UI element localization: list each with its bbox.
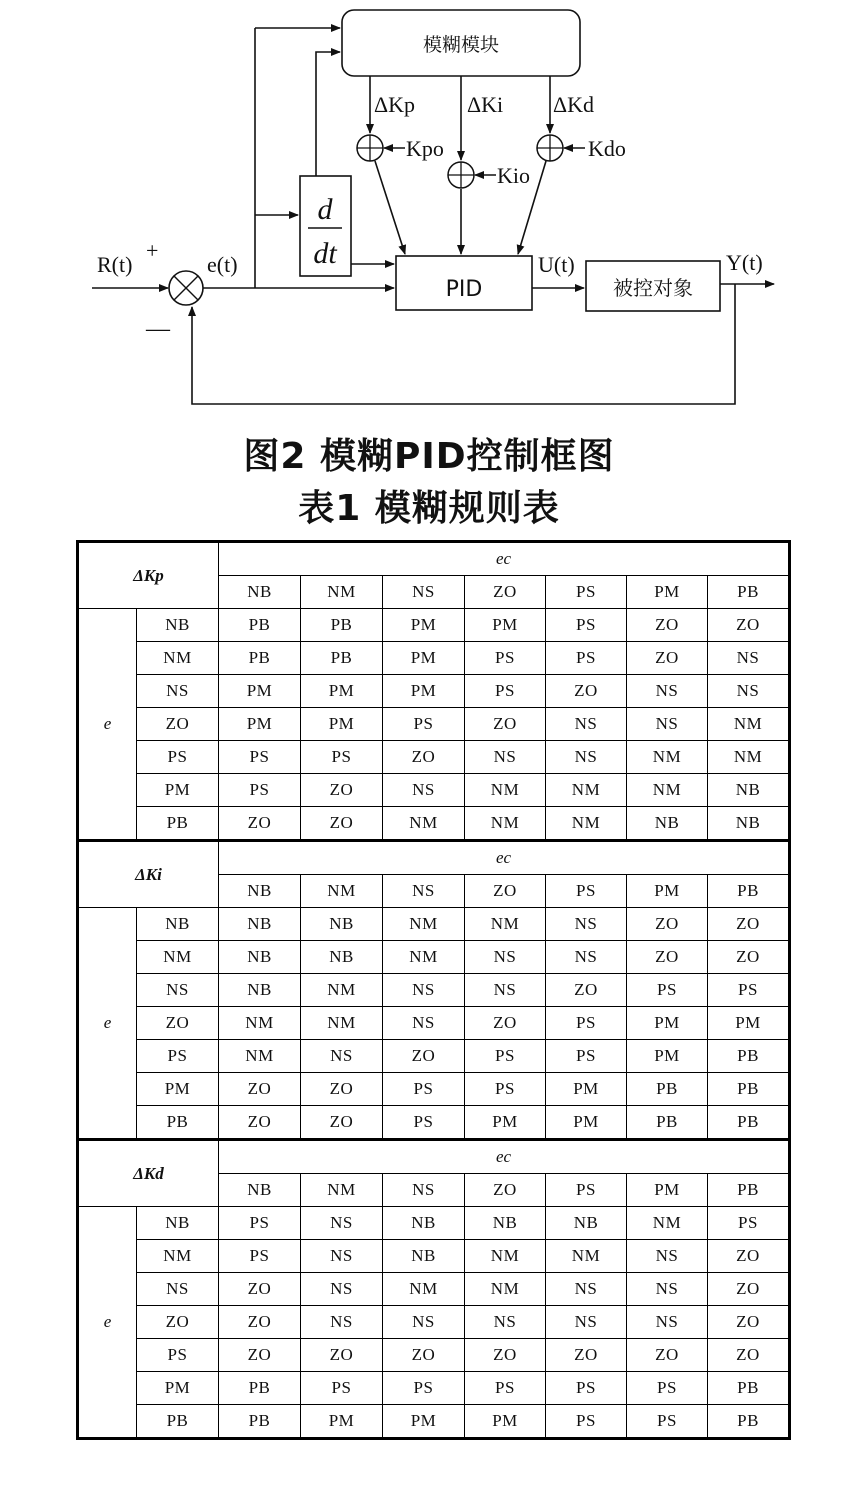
rule-cell: NS: [465, 974, 546, 1007]
ki-sum-junction: [448, 162, 474, 188]
column-header: NS: [383, 875, 465, 908]
column-header: PS: [546, 576, 627, 609]
rule-cell: ZO: [708, 1273, 790, 1306]
table-row: [78, 1073, 790, 1106]
fuzzy-pid-block-diagram: [0, 0, 858, 420]
column-header: PS: [546, 1174, 627, 1207]
rule-cell: NM: [627, 741, 708, 774]
rule-cell: ZO: [301, 807, 383, 841]
delta-ki-label: ΔKi: [467, 92, 504, 117]
table-row: [78, 1040, 790, 1073]
rule-cell: NS: [465, 941, 546, 974]
kpo-label: Kpo: [406, 136, 444, 161]
ec-axis-label: ec: [219, 542, 790, 576]
rule-cell: ZO: [465, 708, 546, 741]
rule-cell: ZO: [219, 1306, 301, 1339]
rule-cell: NS: [546, 708, 627, 741]
rule-cell: PS: [627, 974, 708, 1007]
rule-cell: NM: [301, 1007, 383, 1040]
rule-cell: PM: [383, 609, 465, 642]
rule-cell: PS: [383, 708, 465, 741]
rule-cell: ZO: [219, 807, 301, 841]
rule-cell: ZO: [708, 1339, 790, 1372]
row-header: PM: [137, 774, 219, 807]
rule-cell: ZO: [383, 1339, 465, 1372]
rule-cell: NS: [383, 974, 465, 1007]
row-header: PM: [137, 1073, 219, 1106]
rule-cell: PS: [383, 1073, 465, 1106]
table-row: [78, 908, 790, 941]
pid-label: PID: [445, 277, 483, 302]
parameter-label: ΔKi: [78, 841, 219, 908]
row-header: PB: [137, 1405, 219, 1439]
rule-cell: NS: [627, 708, 708, 741]
row-header: PB: [137, 807, 219, 841]
column-header: PB: [708, 1174, 790, 1207]
rule-cell: ZO: [708, 941, 790, 974]
column-header: NM: [301, 1174, 383, 1207]
rule-cell: NM: [383, 1273, 465, 1306]
column-header: PB: [708, 875, 790, 908]
rule-cell: NB: [465, 1207, 546, 1240]
rule-cell: ZO: [383, 741, 465, 774]
rule-cell: PM: [546, 1073, 627, 1106]
fuzzy-rules-table: [76, 540, 791, 1440]
rule-cell: PB: [301, 609, 383, 642]
rule-cell: PS: [383, 1372, 465, 1405]
rule-cell: PS: [546, 1007, 627, 1040]
rule-cell: ZO: [627, 908, 708, 941]
rule-cell: NS: [301, 1306, 383, 1339]
rule-cell: ZO: [219, 1339, 301, 1372]
rule-cell: PM: [301, 675, 383, 708]
rule-cell: NS: [627, 675, 708, 708]
kp-sum-junction: [357, 135, 383, 161]
delta-kd-label: ΔKd: [553, 92, 595, 117]
rule-cell: NS: [546, 908, 627, 941]
rule-cell: NS: [546, 1306, 627, 1339]
table-row: [78, 1306, 790, 1339]
figure-caption: 图2 模糊PID控制框图: [243, 436, 615, 477]
rule-cell: PB: [627, 1073, 708, 1106]
rule-cell: PM: [219, 675, 301, 708]
rule-cell: PB: [301, 642, 383, 675]
kdo-label: Kdo: [588, 136, 626, 161]
table-row: [78, 774, 790, 807]
rule-cell: PB: [708, 1372, 790, 1405]
rule-cell: PM: [546, 1106, 627, 1140]
rule-cell: NB: [383, 1207, 465, 1240]
rule-cell: PS: [301, 741, 383, 774]
output-label: Y(t): [726, 250, 763, 275]
rule-cell: NB: [219, 974, 301, 1007]
column-header: ZO: [465, 1174, 546, 1207]
column-header: NS: [383, 1174, 465, 1207]
ec-axis-label: ec: [219, 841, 790, 875]
column-header: ZO: [465, 576, 546, 609]
rule-cell: PS: [301, 1372, 383, 1405]
e-axis-label: e: [78, 908, 137, 1140]
row-header: NM: [137, 642, 219, 675]
rule-cell: ZO: [219, 1073, 301, 1106]
rule-cell: PB: [219, 609, 301, 642]
row-header: PS: [137, 1040, 219, 1073]
rule-cell: NM: [219, 1007, 301, 1040]
row-header: NM: [137, 1240, 219, 1273]
rule-cell: PM: [708, 1007, 790, 1040]
column-header: PS: [546, 875, 627, 908]
rule-cell: PS: [627, 1372, 708, 1405]
rule-cell: PS: [219, 774, 301, 807]
column-header: NM: [301, 576, 383, 609]
derivative-numerator: d: [317, 193, 333, 226]
rule-cell: ZO: [301, 1106, 383, 1140]
rule-cell: NB: [383, 1240, 465, 1273]
column-header: ZO: [465, 875, 546, 908]
rule-cell: NB: [219, 941, 301, 974]
parameter-label: ΔKp: [78, 542, 219, 609]
column-header: PM: [627, 875, 708, 908]
rule-cell: PS: [465, 1073, 546, 1106]
row-header: PM: [137, 1372, 219, 1405]
table-row: [78, 708, 790, 741]
column-header: PM: [627, 576, 708, 609]
section-header-row: [78, 542, 790, 576]
rule-cell: ZO: [708, 609, 790, 642]
rule-cell: NS: [383, 1306, 465, 1339]
table-row: [78, 609, 790, 642]
row-header: NB: [137, 609, 219, 642]
rule-cell: PS: [465, 642, 546, 675]
rule-cell: NS: [708, 675, 790, 708]
rule-cell: ZO: [708, 908, 790, 941]
rule-cell: PB: [219, 1372, 301, 1405]
rule-cell: PM: [383, 1405, 465, 1439]
rule-cell: NM: [546, 807, 627, 841]
column-header: NB: [219, 875, 301, 908]
section-header-row: [78, 1140, 790, 1174]
rule-cell: NS: [627, 1306, 708, 1339]
row-header: ZO: [137, 708, 219, 741]
rule-cell: PM: [465, 1405, 546, 1439]
column-header: NM: [301, 875, 383, 908]
rule-cell: NM: [383, 807, 465, 841]
rule-cell: PS: [383, 1106, 465, 1140]
rule-cell: NM: [465, 1273, 546, 1306]
column-header: NB: [219, 1174, 301, 1207]
rule-cell: PB: [708, 1040, 790, 1073]
rule-cell: NM: [383, 908, 465, 941]
rule-cell: NS: [627, 1240, 708, 1273]
row-header: ZO: [137, 1306, 219, 1339]
rule-cell: PM: [465, 1106, 546, 1140]
rule-cell: NB: [708, 807, 790, 841]
error-label: e(t): [207, 252, 238, 277]
derivative-denominator: dt: [313, 237, 337, 270]
rule-cell: NS: [465, 1306, 546, 1339]
rule-cell: NM: [465, 807, 546, 841]
column-header: PM: [627, 1174, 708, 1207]
plant-label: 被控对象: [613, 276, 693, 300]
rule-cell: NS: [383, 1007, 465, 1040]
row-header: PS: [137, 741, 219, 774]
rule-cell: ZO: [465, 1007, 546, 1040]
rule-cell: NB: [219, 908, 301, 941]
rule-cell: PS: [219, 1240, 301, 1273]
rule-cell: PB: [219, 642, 301, 675]
rule-cell: PM: [301, 708, 383, 741]
row-header: NB: [137, 1207, 219, 1240]
rule-cell: PS: [546, 1372, 627, 1405]
rule-cell: PM: [301, 1405, 383, 1439]
rule-cell: ZO: [708, 1240, 790, 1273]
row-header: PB: [137, 1106, 219, 1140]
rule-cell: NB: [627, 807, 708, 841]
error-sum-junction: [169, 271, 203, 305]
table-row: [78, 807, 790, 841]
input-label: R(t): [97, 252, 133, 277]
table-row: [78, 1339, 790, 1372]
rule-cell: NM: [219, 1040, 301, 1073]
rule-cell: NB: [301, 941, 383, 974]
table-row: [78, 1207, 790, 1240]
rule-cell: PS: [219, 741, 301, 774]
rule-cell: PM: [627, 1007, 708, 1040]
row-header: ZO: [137, 1007, 219, 1040]
column-header: PB: [708, 576, 790, 609]
rule-cell: NM: [301, 974, 383, 1007]
row-header: NM: [137, 941, 219, 974]
table-row: [78, 1240, 790, 1273]
rule-cell: ZO: [627, 609, 708, 642]
row-header: NS: [137, 1273, 219, 1306]
rule-cell: PS: [546, 1405, 627, 1439]
rule-cell: ZO: [546, 675, 627, 708]
rule-cell: NM: [546, 1240, 627, 1273]
derivative-to-fuzzy-arrow: [316, 52, 340, 176]
rule-cell: NS: [383, 774, 465, 807]
rule-cell: PM: [465, 609, 546, 642]
parameter-label: ΔKd: [78, 1140, 219, 1207]
rule-cell: ZO: [627, 941, 708, 974]
row-header: PS: [137, 1339, 219, 1372]
row-header: NS: [137, 675, 219, 708]
rule-cell: PM: [627, 1040, 708, 1073]
rule-cell: NS: [301, 1273, 383, 1306]
rule-cell: NM: [465, 1240, 546, 1273]
rule-cell: NB: [301, 908, 383, 941]
rule-cell: NM: [546, 774, 627, 807]
rule-cell: PS: [546, 609, 627, 642]
rule-cell: PS: [546, 1040, 627, 1073]
rule-cell: PM: [219, 708, 301, 741]
table-caption: 表1 模糊规则表: [298, 488, 560, 529]
rule-cell: ZO: [383, 1040, 465, 1073]
rule-cell: NS: [546, 941, 627, 974]
rule-cell: NM: [465, 908, 546, 941]
rule-cell: PS: [627, 1405, 708, 1439]
rule-cell: PS: [465, 675, 546, 708]
rule-cell: PB: [219, 1405, 301, 1439]
kp-to-pid-arrow: [375, 161, 405, 254]
rule-cell: PS: [465, 1040, 546, 1073]
rule-cell: ZO: [301, 774, 383, 807]
rule-cell: NB: [708, 774, 790, 807]
ec-axis-label: ec: [219, 1140, 790, 1174]
rule-cell: NM: [708, 741, 790, 774]
table-row: [78, 1372, 790, 1405]
rule-cell: ZO: [627, 1339, 708, 1372]
section-header-row: [78, 841, 790, 875]
table-row: [78, 1106, 790, 1140]
kd-sum-junction: [537, 135, 563, 161]
rule-cell: PS: [465, 1372, 546, 1405]
rule-cell: PM: [383, 642, 465, 675]
rule-cell: PS: [708, 974, 790, 1007]
column-header: NB: [219, 576, 301, 609]
rule-cell: ZO: [546, 974, 627, 1007]
rule-cell: NM: [627, 1207, 708, 1240]
minus-sign: —: [146, 316, 170, 342]
rule-cell: NS: [301, 1240, 383, 1273]
rule-cell: PS: [546, 642, 627, 675]
rule-cell: PB: [708, 1405, 790, 1439]
rule-cell: NS: [627, 1273, 708, 1306]
delta-kp-label: ΔKp: [374, 92, 416, 117]
rule-cell: NS: [708, 642, 790, 675]
rule-cell: NS: [301, 1040, 383, 1073]
rule-cell: ZO: [708, 1306, 790, 1339]
table-row: [78, 941, 790, 974]
column-header: NS: [383, 576, 465, 609]
rule-cell: NS: [546, 1273, 627, 1306]
rule-cell: NM: [708, 708, 790, 741]
fuzzy-module-label: 模糊模块: [422, 34, 500, 56]
table-row: [78, 974, 790, 1007]
rule-cell: PS: [219, 1207, 301, 1240]
rule-cell: PM: [383, 675, 465, 708]
rule-cell: NS: [301, 1207, 383, 1240]
kio-label: Kio: [497, 163, 530, 188]
row-header: NS: [137, 974, 219, 1007]
table-row: [78, 741, 790, 774]
rule-cell: ZO: [546, 1339, 627, 1372]
table-row: [78, 1405, 790, 1439]
rule-cell: PB: [708, 1106, 790, 1140]
control-signal-label: U(t): [538, 252, 575, 277]
rule-cell: NM: [627, 774, 708, 807]
rule-cell: ZO: [219, 1273, 301, 1306]
rule-cell: NM: [465, 774, 546, 807]
rule-cell: NS: [465, 741, 546, 774]
e-axis-label: e: [78, 609, 137, 841]
rule-cell: PB: [627, 1106, 708, 1140]
plus-sign: +: [146, 238, 159, 263]
rule-cell: ZO: [301, 1073, 383, 1106]
rule-cell: ZO: [301, 1339, 383, 1372]
e-axis-label: e: [78, 1207, 137, 1439]
rule-cell: ZO: [627, 642, 708, 675]
rule-cell: PB: [708, 1073, 790, 1106]
row-header: NB: [137, 908, 219, 941]
table-row: [78, 642, 790, 675]
table-row: [78, 675, 790, 708]
rule-cell: NB: [546, 1207, 627, 1240]
rule-cell: NM: [383, 941, 465, 974]
table-row: [78, 1273, 790, 1306]
table-row: [78, 1007, 790, 1040]
rule-cell: PS: [708, 1207, 790, 1240]
rule-cell: NS: [546, 741, 627, 774]
rule-cell: ZO: [465, 1339, 546, 1372]
rule-cell: ZO: [219, 1106, 301, 1140]
